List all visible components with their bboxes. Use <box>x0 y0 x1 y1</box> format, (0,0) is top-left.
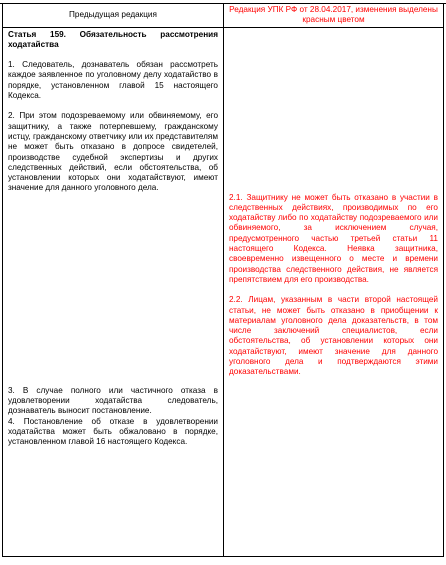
part-2-1: 2.1. Защитнику не может быть отказано в участии в следственных действиях, производимых по его ходатайству либо по ходатайству подозреваемого или обвиняемого, за исключением случая, предусмотренного частью третьей статьи 11 настоящего Кодекса. Неявка защитника, своевременно извещенного о месте и времени производства следственного действия, не является препятствием для его производства. <box>229 192 438 284</box>
part-1: 1. Следователь, дознаватель обязан рассмотреть каждое заявленное по уголовному делу ходатайство в порядке, установленном главой 15 настоящего Кодекса. <box>8 60 218 101</box>
header-row <box>3 4 444 28</box>
content-row <box>3 27 444 556</box>
previous-edition-cell <box>3 27 224 556</box>
part-2-2: 2.2. Лицам, указанным в части второй настоящей статьи, не может быть отказано в приобщении к материалам уголовного дела доказательств, в том числе заключений специалистов, если обстоятельства, об установлении которых они ходатайствуют, имеют значение для данного уголовного дела и подтверждаются этими доказательствами. <box>229 295 438 377</box>
part-3: 3. В случае полного или частичного отказа в удовлетворении ходатайства следователь, дознаватель выносит постановление. <box>8 385 218 416</box>
comparison-table <box>2 3 444 557</box>
header-previous-edition: Предыдущая редакция <box>3 4 224 28</box>
new-edition-cell <box>224 27 444 556</box>
part-2: 2. При этом подозреваемому или обвиняемому, его защитнику, а также потерпевшему, гражданскому истцу, гражданскому ответчику или их представителям не может быть отказано в допросе свидетелей, производстве судебной экспертизы и других следственных действий, если обстоятельства, об установлении которых они ходатайствуют, имеют значение для данного уголовного дела. <box>8 111 218 193</box>
header-new-edition: Редакция УПК РФ от 28.04.2017, изменения выделены красным цветом <box>224 4 444 28</box>
article-title: Статья 159. Обязательность рассмотрения ходатайства <box>8 29 218 49</box>
part-4: 4. Постановление об отказе в удовлетворении ходатайства может быть обжаловано в порядке, установленном главой 16 настоящего Кодекса. <box>8 416 218 447</box>
